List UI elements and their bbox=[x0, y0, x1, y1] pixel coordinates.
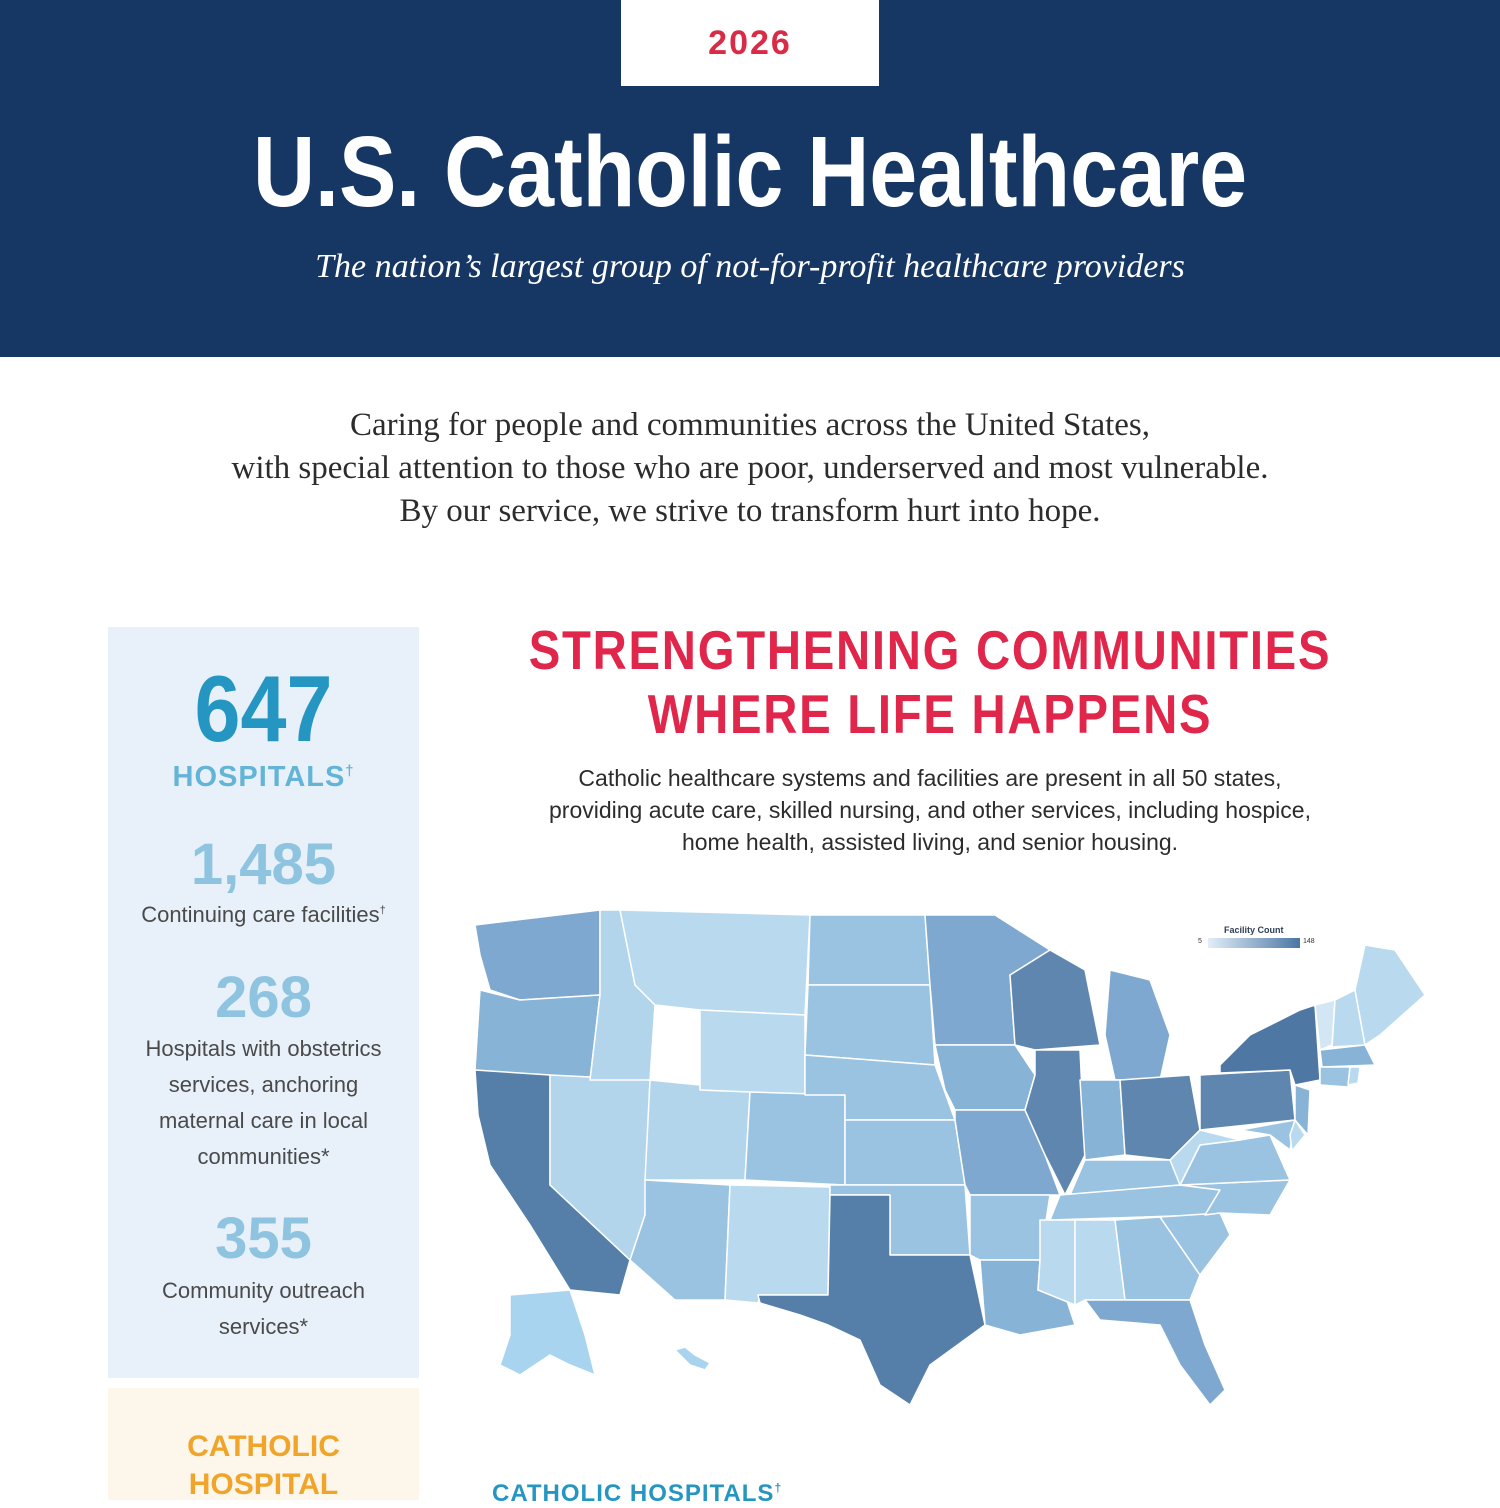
description-line: providing acute care, skilled nursing, and other services, including hospice, bbox=[549, 797, 1311, 823]
catholic-hospital-callout bbox=[108, 1388, 419, 1500]
state-montana bbox=[620, 910, 810, 1015]
year-tab: 2026 bbox=[621, 0, 879, 86]
state-indiana bbox=[1080, 1080, 1125, 1160]
legend-gradient bbox=[1208, 938, 1300, 948]
state-north-dakota bbox=[808, 915, 930, 985]
description-line: Catholic healthcare systems and facilities are present in all 50 states, bbox=[578, 765, 1282, 791]
state-oregon bbox=[475, 990, 600, 1080]
legend-max: 148 bbox=[1303, 938, 1315, 945]
legend-min: 5 bbox=[1198, 938, 1202, 945]
state-mississippi bbox=[1038, 1220, 1075, 1305]
obstetrics-label-line: maternal care in local bbox=[158, 1108, 369, 1133]
mission-line: By our service, we strive to transform hurt into hope. bbox=[399, 493, 1101, 529]
hospitals-label: HOSPITALS† bbox=[172, 761, 355, 793]
section-heading bbox=[509, 618, 1352, 746]
state-maine bbox=[1355, 945, 1425, 1045]
state-utah bbox=[645, 1080, 750, 1180]
section-heading-line: WHERE LIFE HAPPENS bbox=[647, 683, 1213, 745]
state-colorado bbox=[745, 1092, 845, 1185]
mission-line: Caring for people and communities across the United States, bbox=[349, 407, 1151, 443]
outreach-label-line: services* bbox=[218, 1314, 309, 1339]
state-wyoming bbox=[700, 1010, 805, 1095]
mission-statement bbox=[0, 404, 1500, 533]
outreach-label-line: Community outreach bbox=[162, 1278, 365, 1303]
callout-line: CATHOLIC bbox=[187, 1430, 340, 1463]
state-kansas bbox=[845, 1120, 965, 1185]
outreach-count: 355 bbox=[215, 1206, 312, 1271]
legend-title: Facility Count bbox=[1224, 925, 1284, 935]
state-massachusetts bbox=[1320, 1045, 1375, 1067]
catholic-hospitals-heading: CATHOLIC HOSPITALS† bbox=[492, 1480, 783, 1507]
stats-panel bbox=[108, 627, 419, 1378]
section-heading-line: STRENGTHENING COMMUNITIES bbox=[528, 619, 1332, 681]
mission-line: with special attention to those who are poor, underserved and most vulnerable. bbox=[231, 450, 1269, 486]
header-banner bbox=[0, 0, 1500, 357]
state-michigan bbox=[1105, 970, 1170, 1080]
obstetrics-label-line: Hospitals with obstetrics bbox=[145, 1036, 382, 1061]
continuing-care-label: Continuing care facilities† bbox=[141, 902, 386, 927]
state-connecticut bbox=[1320, 1067, 1350, 1087]
callout-heading bbox=[108, 1428, 419, 1504]
us-facility-map bbox=[460, 895, 1430, 1415]
state-new-mexico bbox=[725, 1185, 830, 1303]
state-iowa bbox=[935, 1045, 1035, 1110]
state-washington bbox=[475, 910, 600, 1000]
state-pennsylvania bbox=[1200, 1070, 1295, 1130]
state-arizona bbox=[630, 1180, 730, 1300]
state-florida bbox=[1085, 1300, 1225, 1405]
hospitals-count: 647 bbox=[194, 656, 333, 761]
state-south-dakota bbox=[805, 985, 935, 1065]
state-rhode-island bbox=[1348, 1067, 1360, 1085]
page-subtitle: The nation’s largest group of not-for-profit healthcare providers bbox=[315, 248, 1185, 285]
page-title: U.S. Catholic Healthcare bbox=[252, 116, 1248, 228]
obstetrics-count: 268 bbox=[215, 965, 312, 1030]
section-description bbox=[440, 762, 1420, 858]
callout-line: HOSPITAL bbox=[188, 1468, 339, 1501]
outreach-label bbox=[108, 1273, 419, 1345]
state-alaska bbox=[500, 1290, 595, 1375]
obstetrics-label-line: communities* bbox=[197, 1144, 330, 1169]
obstetrics-label bbox=[108, 1031, 419, 1175]
description-line: home health, assisted living, and senior housing. bbox=[681, 829, 1179, 855]
state-arkansas bbox=[970, 1195, 1050, 1260]
obstetrics-label-line: services, anchoring bbox=[168, 1072, 359, 1097]
state-hawaii bbox=[675, 1347, 710, 1370]
continuing-care-count: 1,485 bbox=[190, 832, 337, 897]
